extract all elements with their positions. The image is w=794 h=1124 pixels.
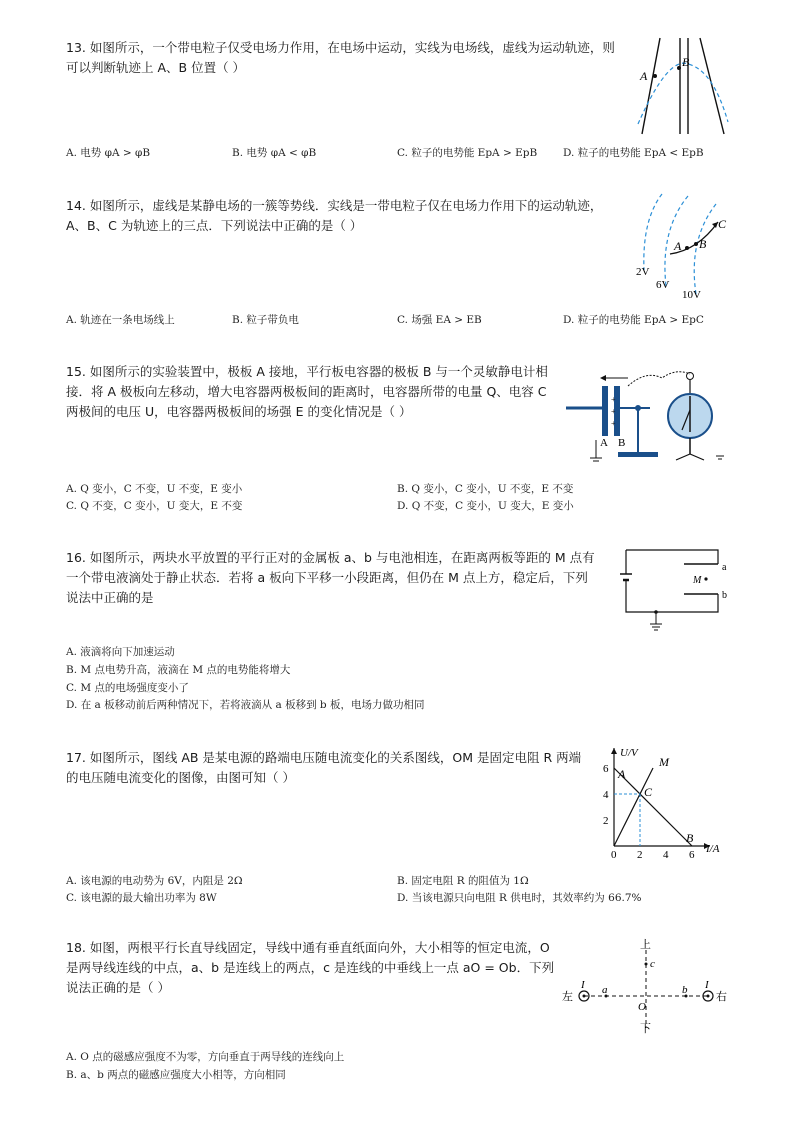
q15-option-c[interactable]: C. Q 不变，C 变小，U 变大，E 不变 [66, 500, 243, 512]
q14-label-c: C [718, 217, 727, 231]
q17-point-m: M [659, 755, 669, 769]
q16-label-a: a [722, 562, 727, 573]
q15-option-a[interactable]: A. Q 变小，C 不变，U 不变，E 变小 [66, 483, 243, 495]
q13-stem: 13. 如图所示，一个带电粒子仅受电场力作用，在电场中运动，实线为电场线，虚线为运动轨迹，则可以判断轨迹上 A、B 位置（ ） [66, 40, 615, 75]
q18-label-down: 下 [640, 1023, 651, 1034]
q17-xtick-6: 6 [689, 849, 695, 858]
q18-label-right: 右 [716, 991, 727, 1003]
q17-xtick-0: 0 [611, 849, 617, 858]
q17-option-d[interactable]: D. 当该电源只向电阻 R 供电时，其效率约为 66.7% [397, 892, 642, 904]
q17-chart [596, 742, 730, 858]
q18-option-b[interactable]: B. a、b 两点的磁感应强度大小相等，方向相同 [66, 1069, 286, 1081]
q15-stem: 15. 如图所示的实验装置中，极板 A 接地，平行板电容器的极板 B 与一个灵敏静电计相接．将 A 极板向左移动，增大电容器两极板间的距离时，电容器所带的电量 Q、电容 C 两极间的电压 U，电容器两极板间的场强 E 的变化情况是（ ） [66, 364, 548, 419]
q17-ytick-2: 2 [603, 815, 609, 827]
svg-text:+: + [611, 407, 616, 416]
q14-stem: 14. 如图所示，虚线是某静电场的一簇等势线．实线是一带电粒子仅在电场力作用下的运动轨迹， A、B、C 为轨迹上的三点．下列说法中正确的是（ ） [66, 198, 603, 233]
q18-label-i-right: I [705, 979, 709, 991]
q15-option-b[interactable]: B. Q 变小，C 变小，U 不变，E 不变 [397, 483, 574, 495]
q18-label-left: 左 [562, 991, 573, 1003]
q17-point-c: C [644, 785, 653, 799]
q18-label-up: 上 [640, 939, 651, 951]
q14-label-2v: 2V [636, 266, 650, 278]
q13-label-a: A [640, 69, 648, 83]
q18-label-b: b [682, 984, 688, 996]
q18-label-c: c [650, 958, 655, 970]
q13-option-a[interactable]: A. 电势 φA > φB [66, 147, 151, 159]
q14-label-10v: 10V [682, 289, 701, 301]
q17-points [617, 755, 694, 845]
q17-xtick-4: 4 [663, 849, 669, 858]
q17-ytick-6: 6 [603, 763, 609, 775]
q18-option-a[interactable]: A. O 点的磁感应强度不为零，方向垂直于两导线的连线向上 [66, 1051, 345, 1063]
q16-stem: 16. 如图所示，两块水平放置的平行正对的金属板 a、b 与电池相连，在距离两板等距的 M 点有一个带电液滴处于静止状态．若将 a 板向下平移一小段距离，但仍在 M 点上方，稳定后，下列说法中正确的是 [66, 550, 595, 605]
q17-point-a: A [618, 767, 626, 781]
q18-label-i-left: I [581, 979, 585, 991]
q17-ytick-4: 4 [603, 789, 609, 801]
q17-xtick-2: 2 [637, 849, 643, 858]
q18-label-a: a [602, 984, 608, 996]
q14-label-a: A [674, 239, 682, 253]
q14-option-b[interactable]: B. 粒子带负电 [232, 314, 299, 326]
q16-option-a[interactable]: A. 液滴将向下加速运动 [66, 646, 175, 658]
q16-label-m: M [693, 575, 702, 586]
q14-option-c[interactable]: C. 场强 EA > EB [397, 314, 482, 326]
q13-label-b: B [682, 55, 690, 69]
q17-series-ab [614, 768, 692, 846]
q17-y-arrow [611, 748, 617, 754]
q17-stem: 17. 如图所示，图线 AB 是某电源的路端电压随电流变化的关系图线，OM 是固定电阻 R 两端的电压随电流变化的图像，由图可知（ ） [66, 750, 582, 785]
q17-option-c[interactable]: C. 该电源的最大输出功率为 8W [66, 892, 217, 904]
q17-option-b[interactable]: B. 固定电阻 R 的阻值为 1Ω [397, 875, 529, 887]
q16-option-d[interactable]: D. 在 a 板移动前后两种情况下，若将液滴从 a 板移到 b 板，电场力做功相同 [66, 699, 425, 711]
q13-option-c[interactable]: C. 粒子的电势能 EpA > EpB [397, 147, 538, 159]
q14-figure [630, 190, 740, 302]
q13-figure [628, 36, 738, 136]
q15-label-b: B [618, 437, 626, 449]
q14-label-6v: 6V [656, 279, 670, 291]
q17-ylabel: U/V [620, 747, 638, 759]
q17-point-b: B [686, 831, 694, 845]
q18-stem: 18. 如图，两根平行长直导线固定，导线中通有垂直纸面向外，大小相等的恒定电流，O 是两导线连线的中点，a、b 是连线上的两点，c 是连线的中垂线上一点 aO = Ob．下列说法正确的是（ ） [66, 940, 555, 995]
q18-figure [560, 936, 740, 1034]
q16-label-b: b [722, 590, 727, 601]
q13-option-d[interactable]: D. 粒子的电势能 EpA < EpB [563, 147, 704, 159]
q16-figure [620, 544, 740, 634]
q18-label-o: O [638, 1001, 646, 1013]
q17-xlabel: I/A [706, 843, 720, 855]
q14-option-d[interactable]: D. 粒子的电势能 EpA > EpC [563, 314, 704, 326]
q14-option-a[interactable]: A. 轨迹在一条电场线上 [66, 314, 175, 326]
q17-option-a[interactable]: A. 该电源的电动势为 6V，内阻是 2Ω [66, 875, 243, 887]
svg-text:+: + [611, 419, 616, 428]
q16-option-c[interactable]: C. M 点的电场强度变小了 [66, 682, 189, 694]
q15-figure [566, 360, 736, 470]
q14-label-b: B [699, 237, 707, 251]
q15-label-a: A [600, 437, 608, 449]
q17-series [614, 768, 692, 846]
q15-option-d[interactable]: D. Q 不变，C 变小，U 变大，E 变小 [397, 500, 574, 512]
q16-option-b[interactable]: B. M 点电势升高，液滴在 M 点的电势能将增大 [66, 664, 291, 676]
q13-option-b[interactable]: B. 电势 φA < φB [232, 147, 317, 159]
svg-text:+: + [611, 395, 616, 404]
